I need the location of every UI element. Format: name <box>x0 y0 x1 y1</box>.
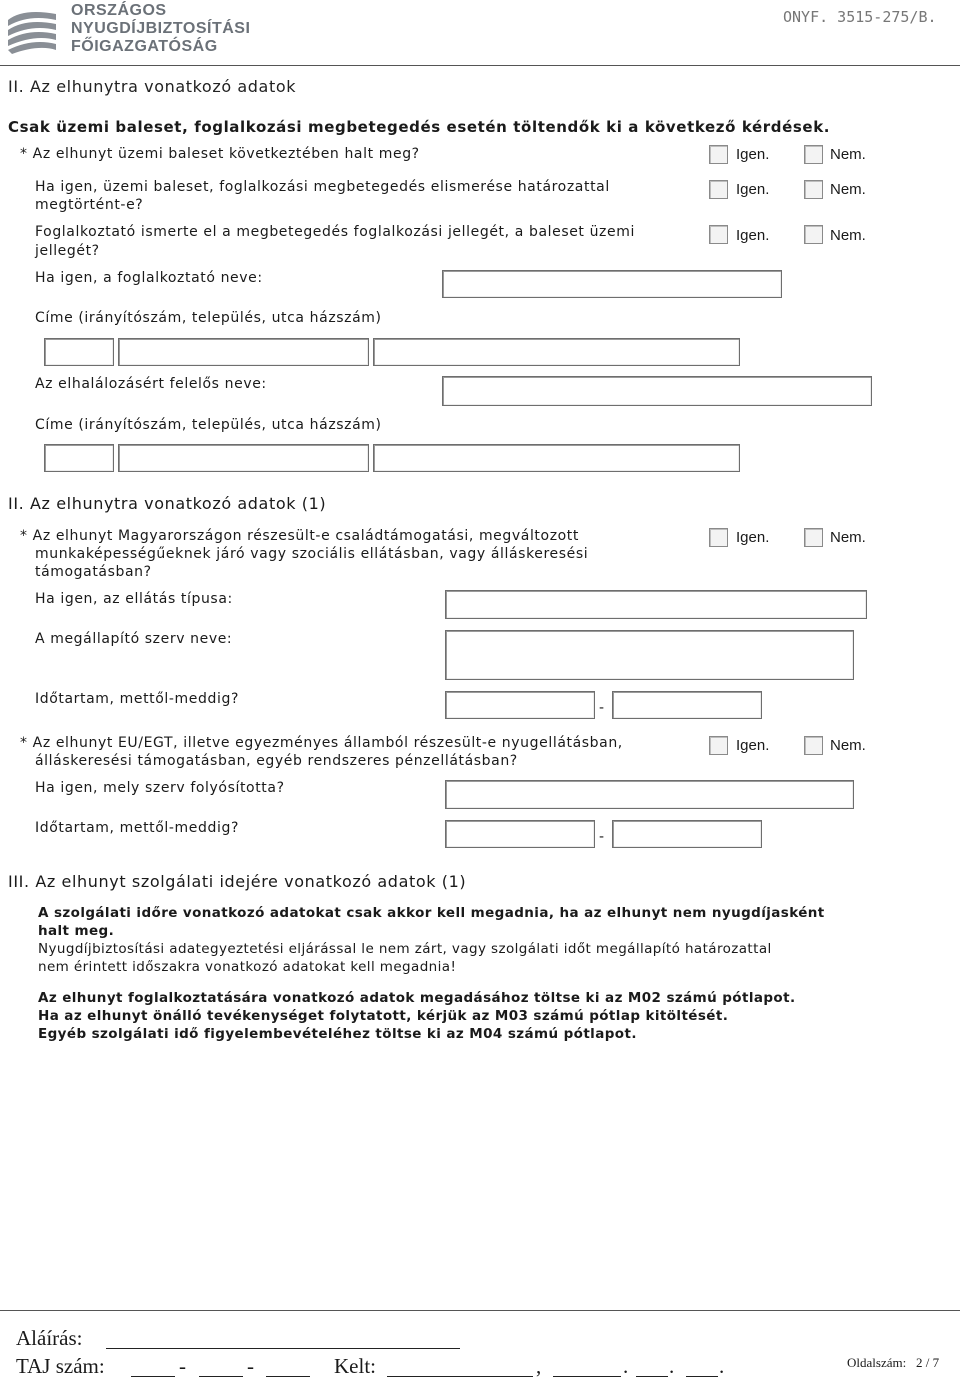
kelt-dot: . <box>669 1354 675 1378</box>
supplement-m03-note: Ha az elhunyt önálló tevékenységet folytatott, kérjük az M03 számú pótlap kitöltését. <box>38 1008 729 1024</box>
decision-no-checkbox[interactable] <box>804 180 823 199</box>
period1-from-field[interactable] <box>445 691 595 719</box>
eu-benefit-no-checkbox[interactable] <box>804 736 823 755</box>
yes-label: Igen. <box>736 737 770 754</box>
kelt-dot: . <box>719 1354 725 1378</box>
reconciliation-note-line1: Nyugdíjbiztosítási adategyeztetési eljárással le nem zárt, vagy szolgálati időt megállapító határozattal <box>38 941 772 957</box>
decision-yes-checkbox[interactable] <box>709 180 728 199</box>
supplement-m02-note: Az elhunyt foglalkoztatására vonatkozó adatok megadásához töltse ki az M02 számú pótlapot. <box>38 990 796 1006</box>
period1-label: Időtartam, mettől-meddig? <box>35 691 239 707</box>
employer-name-field[interactable] <box>442 270 782 298</box>
registrar-name-label: Az elhalálozásért felelős neve: <box>35 376 267 392</box>
authority-name-label: A megállapító szerv neve: <box>35 631 233 647</box>
hu-benefit-no-checkbox[interactable] <box>804 528 823 547</box>
kelt-month-line[interactable] <box>636 1376 668 1377</box>
question-decision-line1: Ha igen, üzemi baleset, foglalkozási megbetegedés elismerése határozattal <box>35 179 610 195</box>
yes-label: Igen. <box>736 227 770 244</box>
accident-death-no-checkbox[interactable] <box>804 145 823 164</box>
section-iii-title: III. Az elhunyt szolgálati idejére vonatkozó adatok (1) <box>8 872 467 891</box>
footer-divider <box>0 1310 960 1311</box>
eu-benefit-yes-checkbox[interactable] <box>709 736 728 755</box>
employer-name-label: Ha igen, a foglalkoztató neve: <box>35 270 263 286</box>
taj-part2-line[interactable] <box>199 1376 243 1377</box>
taj-separator: - <box>247 1354 254 1378</box>
section-ii-1-title: II. Az elhunytra vonatkozó adatok (1) <box>8 494 327 513</box>
service-time-note-line1: A szolgálati időre vonatkozó adatokat csak akkor kell megadnia, ha az elhunyt nem nyugdíjasként <box>38 905 825 921</box>
period1-dash: - <box>599 700 605 716</box>
yes-label: Igen. <box>736 529 770 546</box>
authority-name-field[interactable] <box>445 630 854 680</box>
header-divider <box>0 65 960 66</box>
yes-label: Igen. <box>736 146 770 163</box>
employer-zip-field[interactable] <box>44 338 114 366</box>
employer-address-label: Címe (irányítószám, település, utca házszám) <box>35 310 382 326</box>
signature-label: Aláírás: <box>16 1326 83 1350</box>
question-hu-benefit-line2: munkaképességűeknek járó vagy szociális ellátásban, vagy álláskeresési <box>35 546 589 562</box>
no-label: Nem. <box>830 529 866 546</box>
period2-from-field[interactable] <box>445 820 595 848</box>
kelt-place-line[interactable] <box>387 1376 533 1377</box>
org-name-line2: NYUGDÍJBIZTOSÍTÁSI <box>71 20 251 37</box>
taj-label: TAJ szám: <box>16 1354 105 1378</box>
employer-city-field[interactable] <box>118 338 369 366</box>
period2-to-field[interactable] <box>612 820 762 848</box>
section-ii-title: II. Az elhunytra vonatkozó adatok <box>8 77 297 96</box>
benefit-type-label: Ha igen, az ellátás típusa: <box>35 591 233 607</box>
question-employer-recognition-line2: jellegét? <box>35 243 100 259</box>
question-hu-benefit-line3: támogatásban? <box>35 564 152 580</box>
question-accident-death: * Az elhunyt üzemi baleset következtében halt meg? <box>20 146 420 162</box>
employer-recognition-yes-checkbox[interactable] <box>709 225 728 244</box>
yes-label: Igen. <box>736 181 770 198</box>
employer-street-field[interactable] <box>373 338 740 366</box>
registrar-city-field[interactable] <box>118 444 369 472</box>
paying-authority-label: Ha igen, mely szerv folyósította? <box>35 780 285 796</box>
registrar-name-field[interactable] <box>442 376 872 406</box>
kelt-year-line[interactable] <box>553 1376 621 1377</box>
period2-dash: - <box>599 829 605 845</box>
section-ii-subtitle: Csak üzemi baleset, foglalkozási megbetegedés esetén töltendők ki a következő kérdések. <box>8 118 831 136</box>
kelt-comma: , <box>536 1354 542 1378</box>
no-label: Nem. <box>830 146 866 163</box>
no-label: Nem. <box>830 181 866 198</box>
org-name-line3: FŐIGAZGATÓSÁG <box>71 38 218 55</box>
no-label: Nem. <box>830 737 866 754</box>
registrar-street-field[interactable] <box>373 444 740 472</box>
hu-benefit-yes-checkbox[interactable] <box>709 528 728 547</box>
accident-death-yes-checkbox[interactable] <box>709 145 728 164</box>
kelt-day-line[interactable] <box>686 1376 718 1377</box>
reconciliation-note-line2: nem érintett időszakra vonatkozó adatokat kell megadnia! <box>38 959 457 975</box>
supplement-m04-note: Egyéb szolgálati idő figyelembevételéhez töltse ki az M04 számú pótlapot. <box>38 1026 637 1042</box>
taj-part1-line[interactable] <box>131 1376 175 1377</box>
taj-separator: - <box>179 1354 186 1378</box>
benefit-type-field[interactable] <box>445 590 867 619</box>
form-code: ONYF. 3515-275/B. <box>783 8 937 26</box>
org-name-line1: ORSZÁGOS <box>71 2 167 19</box>
period1-to-field[interactable] <box>612 691 762 719</box>
taj-part3-line[interactable] <box>266 1376 310 1377</box>
employer-recognition-no-checkbox[interactable] <box>804 225 823 244</box>
period2-label: Időtartam, mettől-meddig? <box>35 820 239 836</box>
page-label: Oldalszám: <box>847 1355 907 1370</box>
question-employer-recognition-line1: Foglalkoztató ismerte el a megbetegedés foglalkozási jellegét, a baleset üzemi <box>35 224 635 240</box>
kelt-dot: . <box>623 1354 629 1378</box>
question-eu-benefit-line1: * Az elhunyt EU/EGT, illetve egyezményes államból részesült-e nyugellátásban, <box>20 735 623 751</box>
registrar-zip-field[interactable] <box>44 444 114 472</box>
service-time-note-line2: halt meg. <box>38 923 115 939</box>
question-eu-benefit-line2: álláskeresési támogatásban, egyéb rendszeres pénzellátásban? <box>35 753 518 769</box>
no-label: Nem. <box>830 227 866 244</box>
question-hu-benefit-line1: * Az elhunyt Magyarországon részesült-e családtámogatási, megváltozott <box>20 528 579 544</box>
onyf-logo-icon <box>4 6 60 56</box>
registrar-address-label: Címe (irányítószám, település, utca házszám) <box>35 417 382 433</box>
question-decision-line2: megtörtént-e? <box>35 197 144 213</box>
kelt-label: Kelt: <box>334 1354 376 1378</box>
signature-line[interactable] <box>106 1348 460 1349</box>
page-number: 2 / 7 <box>916 1355 940 1370</box>
paying-authority-field[interactable] <box>445 780 854 809</box>
